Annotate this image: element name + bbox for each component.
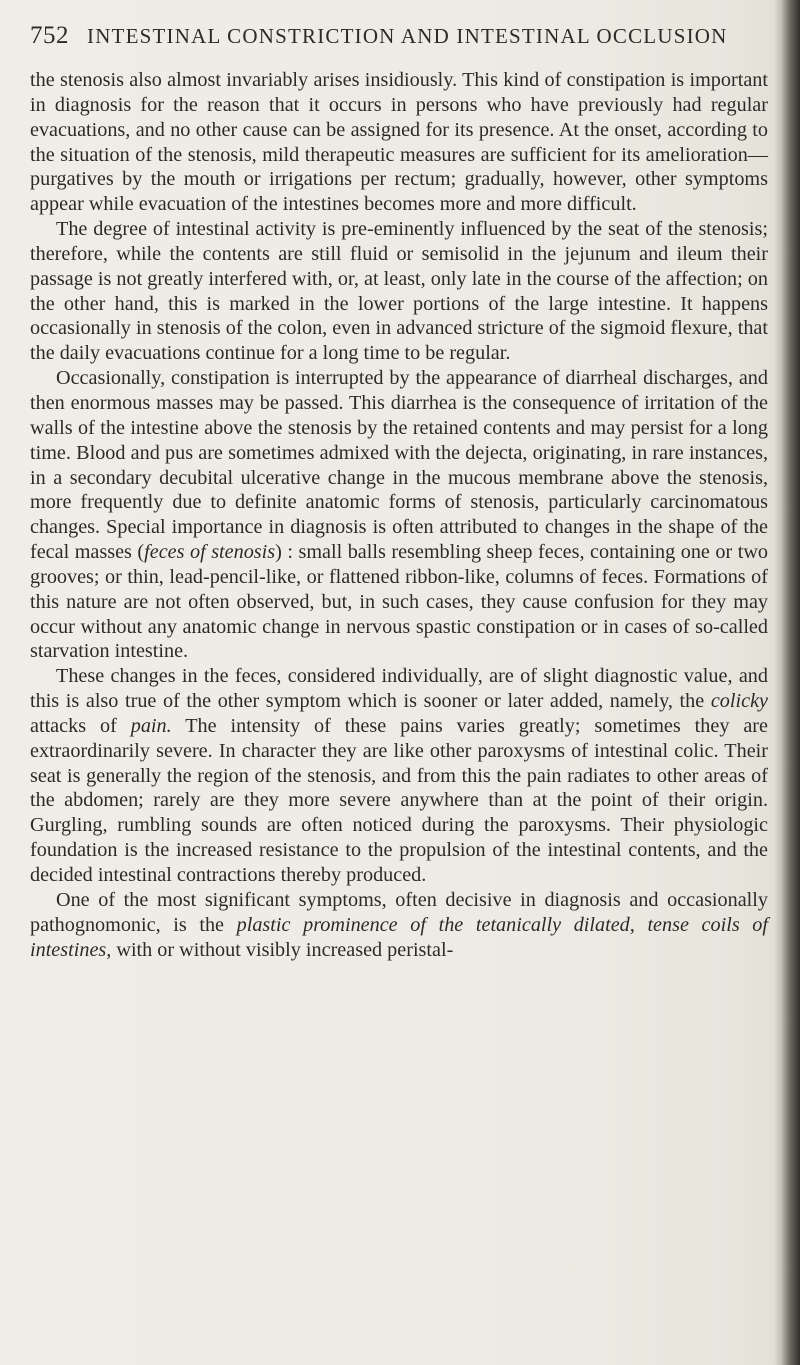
paragraph-4-text-end: The intensity of these pains varies greatly; sometimes they are extraordinarily severe. In character they are like other paroxysms of intestinal colic. Their seat is generally the region of the stenosis, and from this the pain radiates to other areas of the abdomen; rarely are they more severe anywhere than at the point of their origin. Gurgling, rumbling sounds are often noticed during the paroxysms. Their physiologic foundation is the increased resistance to the propulsion of the intestinal contents, and the decided intestinal contractions thereby produced.: [30, 714, 768, 886]
paragraph-3-text: Occasionally, constipation is interrupted by the appearance of diarrheal discharges, and then enormous masses may be passed. This diarrhea is the consequence of irritation of the walls of the intestine above the stenosis by the retained contents and may persist for a long time. Blood and pus are sometimes admixed with the dejecta, originating, in rare instances, in a secondary decubital ulcerative change in the mucous membrane above the stenosis, more frequently due to definite anatomic forms of stenosis, particularly carcinomatous changes. Special importance in diagnosis is often attributed to changes in the shape of the fecal masses (: [30, 367, 768, 564]
paragraph-3-text-cont: ) : small balls resembling sheep feces, containing one or two grooves; or thin, lead-pencil-like, or flattened ribbon-like, columns of feces. Formations of this nature are not often observed, but, in such cases, they cause confusion for they may occur without any anatomic change in nervous spastic constipation or in cases of so-called starvation intestine.: [30, 541, 769, 663]
running-head: INTESTINAL CONSTRICTION AND INTESTINAL OCCLUSION: [87, 24, 728, 48]
page-binding-edge: [782, 0, 800, 1365]
paragraph-4-italic-pain: pain.: [130, 714, 172, 737]
paragraph-3-italic-term: feces of stenosis: [144, 541, 276, 564]
paragraph-4: [30, 664, 768, 888]
paragraph-2: [30, 217, 768, 366]
paragraph-4-text: These changes in the feces, considered individually, are of slight diagnostic value, and this is also true of the other symptom which is sooner or later added, namely, the: [30, 665, 768, 713]
paragraph-5-text-cont: with or without visibly increased peristal-: [111, 938, 454, 961]
page-number: 752: [30, 22, 69, 49]
paragraph-5-italic-phrase: plastic prominence of the tetanically dilated, tense coils of intestines,: [30, 913, 769, 961]
paragraph-2-text: The degree of intestinal activity is pre-eminently influenced by the seat of the stenosis; therefore, while the contents are still fluid or semisolid in the jejunum and ileum their passage is not greatly interfered with, or, at least, only late in the course of the affection; on the other hand, this is marked in the lower portions of the large intestine. It happens occasionally in stenosis of the colon, even in advanced stricture of the sigmoid flexure, that the daily evacuations continue for a long time to be regular.: [30, 218, 768, 365]
paragraph-1-text: the stenosis also almost invariably arises insidiously. This kind of constipation is important in diagnosis for the reason that it occurs in persons who have previously had regular evacuations, and no other cause can be assigned for its presence. At the onset, according to the situation of the stenosis, mild therapeutic measures are sufficient for its amelioration— purgatives by the mouth or irrigations per rectum; gradually, however, other symptoms appear while evacuation of the intestines becomes more and more difficult.: [30, 69, 768, 216]
paragraph-5: [30, 888, 768, 963]
paragraph-4-italic-colicky: colicky: [710, 690, 768, 713]
page-header: [30, 22, 770, 62]
paragraph-1: [30, 68, 768, 217]
paragraph-5-text: One of the most significant symptoms, often decisive in diagnosis and occasionally pathognomonic, is the: [30, 888, 768, 936]
paragraph-3: [30, 366, 768, 664]
body-text: [30, 68, 768, 962]
paragraph-4-text-cont: attacks of: [30, 714, 131, 737]
